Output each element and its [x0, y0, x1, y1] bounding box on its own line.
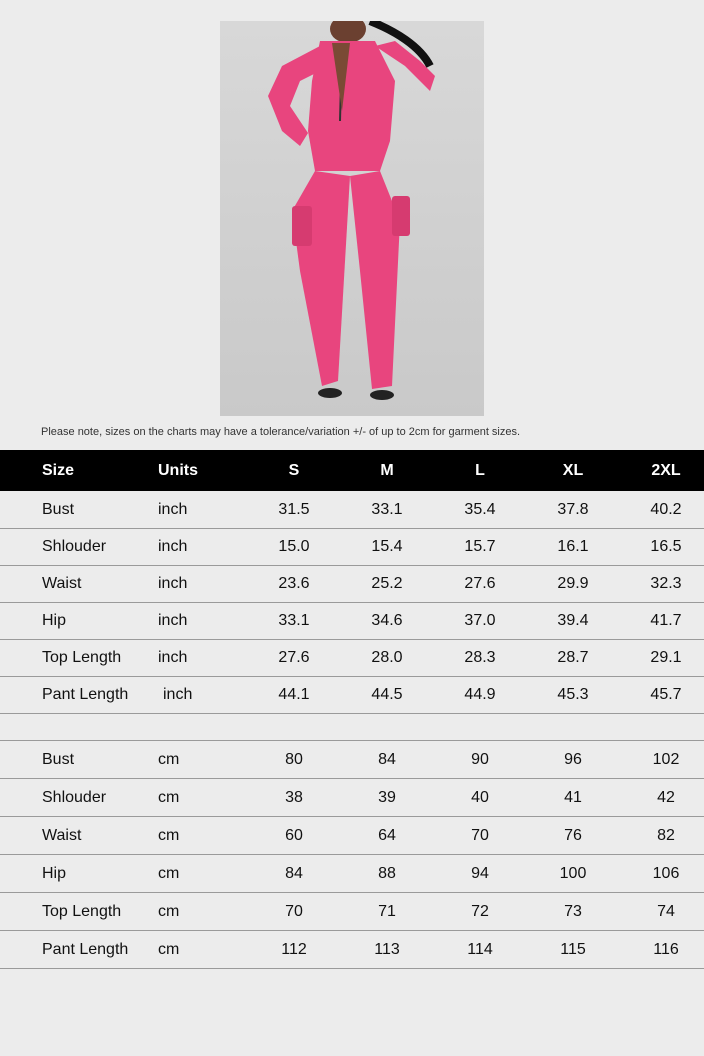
table-row	[0, 817, 704, 855]
cell-m: 25.2	[371, 574, 403, 592]
cell-2xl: 45.7	[650, 685, 682, 703]
row-unit: inch	[158, 574, 188, 592]
cell-s: 80	[285, 750, 303, 768]
row-label: Waist	[42, 826, 82, 844]
cell-xl: 96	[564, 750, 582, 768]
table-row	[0, 741, 704, 779]
cell-l: 114	[467, 940, 493, 958]
cell-2xl: 116	[653, 940, 679, 958]
cell-2xl: 29.1	[650, 648, 682, 666]
cell-m: 64	[378, 826, 396, 844]
cell-2xl: 102	[652, 750, 680, 768]
cell-s: 23.6	[278, 574, 310, 592]
cell-s: 60	[285, 826, 303, 844]
row-label: Bust	[42, 500, 75, 518]
cell-s: 31.5	[278, 500, 310, 518]
header-2xl: 2XL	[651, 461, 681, 479]
cell-xl: 115	[560, 940, 586, 958]
table-row	[0, 528, 704, 566]
cell-xl: 29.9	[557, 574, 589, 592]
header-units: Units	[158, 461, 198, 479]
cell-m: 34.6	[371, 611, 403, 629]
cell-2xl: 41.7	[650, 611, 682, 629]
cell-m: 113	[374, 940, 400, 958]
row-unit: cm	[158, 902, 180, 920]
cell-l: 90	[471, 750, 489, 768]
cell-2xl: 82	[657, 826, 675, 844]
row-label: Top Length	[42, 648, 122, 666]
size-tolerance-note: Please note, sizes on the charts may have a tolerance/variation +/- of up to 2cm for garment sizes.	[41, 426, 521, 438]
cell-xl: 16.1	[557, 537, 589, 555]
cell-m: 88	[378, 864, 396, 882]
cell-xl: 41	[564, 788, 582, 806]
cell-l: 35.4	[464, 500, 496, 518]
cell-2xl: 32.3	[650, 574, 682, 592]
cell-s: 15.0	[278, 537, 310, 555]
cell-s: 38	[285, 788, 303, 806]
cell-s: 27.6	[278, 648, 310, 666]
row-label: Bust	[42, 750, 75, 768]
table-row	[0, 602, 704, 640]
table-spacer	[0, 713, 704, 741]
cell-l: 27.6	[464, 574, 496, 592]
header-size: Size	[42, 461, 75, 479]
row-unit: cm	[158, 940, 180, 958]
cell-l: 70	[471, 826, 489, 844]
header-m: M	[380, 461, 394, 479]
cell-m: 44.5	[371, 685, 403, 703]
cell-xl: 37.8	[557, 500, 589, 518]
cell-s: 44.1	[278, 685, 310, 703]
row-label: Hip	[42, 611, 67, 629]
row-label: Shlouder	[42, 788, 107, 806]
table-row	[0, 491, 704, 529]
row-unit: cm	[158, 826, 180, 844]
table-row	[0, 931, 704, 969]
cell-l: 28.3	[464, 648, 496, 666]
cell-2xl: 74	[657, 902, 675, 920]
table-row	[0, 893, 704, 931]
cell-m: 84	[378, 750, 396, 768]
cell-m: 28.0	[371, 648, 403, 666]
row-unit: cm	[158, 750, 180, 768]
cell-2xl: 106	[652, 864, 680, 882]
cell-l: 72	[471, 902, 489, 920]
cell-xl: 100	[559, 864, 587, 882]
cell-m: 33.1	[371, 500, 403, 518]
header-xl: XL	[562, 461, 584, 479]
cell-l: 94	[471, 864, 489, 882]
cell-s: 70	[285, 902, 303, 920]
cell-l: 37.0	[464, 611, 496, 629]
cell-m: 39	[378, 788, 396, 806]
cell-l: 44.9	[464, 685, 496, 703]
row-unit: cm	[158, 788, 180, 806]
row-unit: inch	[158, 611, 188, 629]
cell-xl: 73	[564, 902, 582, 920]
cell-s: 33.1	[278, 611, 310, 629]
table-row	[0, 779, 704, 817]
header-s: S	[288, 461, 300, 479]
cell-s: 84	[285, 864, 303, 882]
cell-m: 71	[378, 902, 396, 920]
row-unit: inch	[158, 500, 188, 518]
header-l: L	[475, 461, 485, 479]
row-label: Top Length	[42, 902, 122, 920]
cell-s: 112	[281, 940, 307, 958]
table-row	[0, 639, 704, 677]
row-unit: inch	[158, 648, 188, 666]
table-row	[0, 855, 704, 893]
table-row	[0, 676, 704, 714]
row-unit: inch	[163, 685, 193, 703]
row-label: Hip	[42, 864, 67, 882]
cell-l: 40	[471, 788, 489, 806]
cell-xl: 76	[564, 826, 582, 844]
row-label: Pant Length	[42, 940, 129, 958]
row-unit: cm	[158, 864, 180, 882]
row-label: Shlouder	[42, 537, 107, 555]
product-photo	[220, 21, 484, 416]
size-table-header	[0, 450, 704, 491]
cell-m: 15.4	[371, 537, 403, 555]
cell-l: 15.7	[464, 537, 496, 555]
cell-2xl: 42	[657, 788, 675, 806]
cell-xl: 45.3	[557, 685, 589, 703]
row-label: Waist	[42, 574, 82, 592]
row-label: Pant Length	[42, 685, 129, 703]
cell-xl: 28.7	[557, 648, 589, 666]
model-jumpsuit-illustration	[220, 21, 484, 416]
cell-2xl: 40.2	[650, 500, 682, 518]
cell-xl: 39.4	[557, 611, 589, 629]
row-unit: inch	[158, 537, 188, 555]
cell-2xl: 16.5	[650, 537, 682, 555]
table-row	[0, 565, 704, 603]
